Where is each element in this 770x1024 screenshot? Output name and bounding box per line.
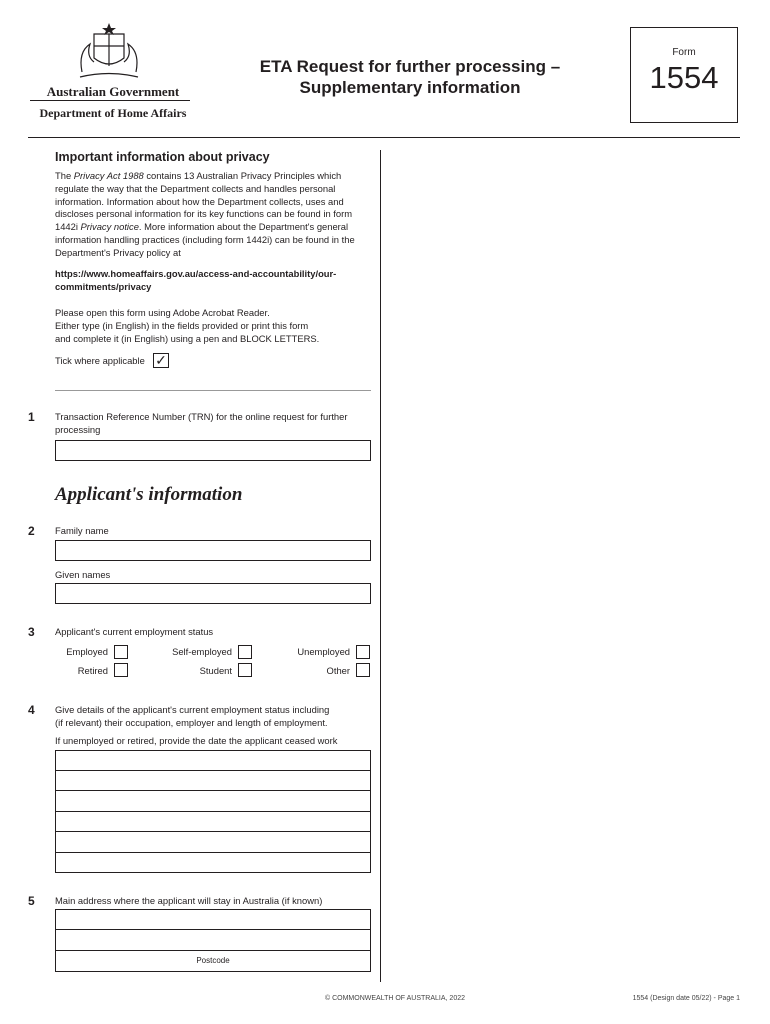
option-self-employed-label: Self-employed	[172, 646, 232, 657]
question-number-4: 4	[28, 703, 35, 717]
text-line[interactable]	[55, 791, 371, 812]
address-line[interactable]	[55, 930, 371, 951]
privacy-text: . More information about the Department's general information handling practices (including form 1442i) can be found in the Department's Privacy policy at	[55, 221, 355, 258]
instruction-line: Either type (in English) in the fields provided or print this form	[55, 319, 309, 331]
text-line[interactable]	[55, 771, 371, 792]
option-student-label: Student	[199, 665, 232, 676]
ceased-work-label: If unemployed or retired, provide the date the applicant ceased work	[55, 735, 338, 746]
page-info: 1554 (Design date 05/22) - Page 1	[632, 995, 740, 1002]
trn-input[interactable]	[55, 440, 371, 461]
privacy-text: The	[55, 170, 74, 181]
other-checkbox[interactable]	[356, 663, 370, 677]
question-number-1: 1	[28, 410, 35, 424]
employment-details-textarea[interactable]	[55, 750, 371, 873]
text-line[interactable]	[55, 750, 371, 771]
employment-details-label	[55, 704, 371, 730]
applicant-heading: Applicant's information	[55, 484, 243, 505]
employment-status-label: Applicant's current employment status	[55, 626, 214, 637]
question-number-5: 5	[28, 894, 35, 908]
employment-details-line: Give details of the applicant's current employment status including	[55, 704, 330, 715]
self-employed-checkbox[interactable]	[238, 645, 252, 659]
header-divider	[28, 137, 740, 138]
privacy-text: contains 13 Australian Privacy Principles which regulate the way that the Department collects and handles personal information. Information about how the Department collects, uses and discloses personal information for its key functions can be found in form 1442i	[55, 170, 353, 233]
family-name-label: Family name	[55, 525, 109, 536]
option-retired-label: Retired	[77, 665, 108, 676]
form-label: Form	[672, 47, 696, 58]
instructions	[55, 307, 375, 345]
option-unemployed-label: Unemployed	[297, 646, 350, 657]
text-line[interactable]	[55, 832, 371, 853]
government-name: Australian Government	[46, 84, 180, 99]
employment-details-line: (if relevant) their occupation, employer and length of employment.	[55, 716, 328, 728]
address-label: Main address where the applicant will stay in Australia (if known)	[55, 895, 323, 906]
option-employed-label: Employed	[66, 646, 108, 657]
department-name: Department of Home Affairs	[39, 106, 187, 120]
privacy-heading: Important information about privacy	[55, 150, 270, 164]
privacy-act-name: Privacy Act 1988	[73, 170, 144, 181]
privacy-policy-link[interactable]: https://www.homeaffairs.gov.au/access-and-accountability/our-commitments/privacy	[55, 268, 337, 292]
text-line[interactable]	[55, 812, 371, 833]
divider	[30, 100, 190, 101]
address-line[interactable]	[55, 909, 371, 930]
unemployed-checkbox[interactable]	[356, 645, 370, 659]
copyright-text: © COMMONWEALTH OF AUSTRALIA, 2022	[325, 995, 465, 1002]
column-divider	[380, 150, 381, 982]
page-title	[230, 56, 590, 98]
instruction-line: Please open this form using Adobe Acrobat Reader.	[55, 307, 270, 318]
divider	[55, 390, 371, 391]
tick-label: Tick where applicable	[55, 355, 145, 366]
family-name-input[interactable]	[55, 540, 371, 561]
option-other-label: Other	[326, 665, 350, 676]
student-checkbox[interactable]	[238, 663, 252, 677]
privacy-paragraph	[55, 170, 375, 260]
question-number-3: 3	[28, 625, 35, 639]
privacy-notice-name: Privacy notice	[80, 221, 139, 233]
address-field[interactable]	[55, 909, 371, 972]
instruction-line: and complete it (in English) using a pen and BLOCK LETTERS.	[55, 332, 320, 344]
text-line[interactable]	[55, 853, 371, 874]
question-number-2: 2	[28, 524, 35, 538]
postcode-label: Postcode	[196, 956, 230, 965]
tick-example-checkbox: ✓	[153, 353, 169, 368]
postcode-field[interactable]	[55, 951, 371, 972]
trn-label: Transaction Reference Number (TRN) for the online request for further processing	[55, 411, 348, 435]
given-names-label: Given names	[55, 569, 111, 580]
retired-checkbox[interactable]	[114, 663, 128, 677]
title-line-1: ETA Request for further processing –	[259, 57, 561, 76]
coat-of-arms-icon	[72, 22, 146, 82]
form-number: 1554	[649, 60, 719, 95]
given-names-input[interactable]	[55, 583, 371, 604]
title-line-2: Supplementary information	[299, 78, 521, 97]
employed-checkbox[interactable]	[114, 645, 128, 659]
